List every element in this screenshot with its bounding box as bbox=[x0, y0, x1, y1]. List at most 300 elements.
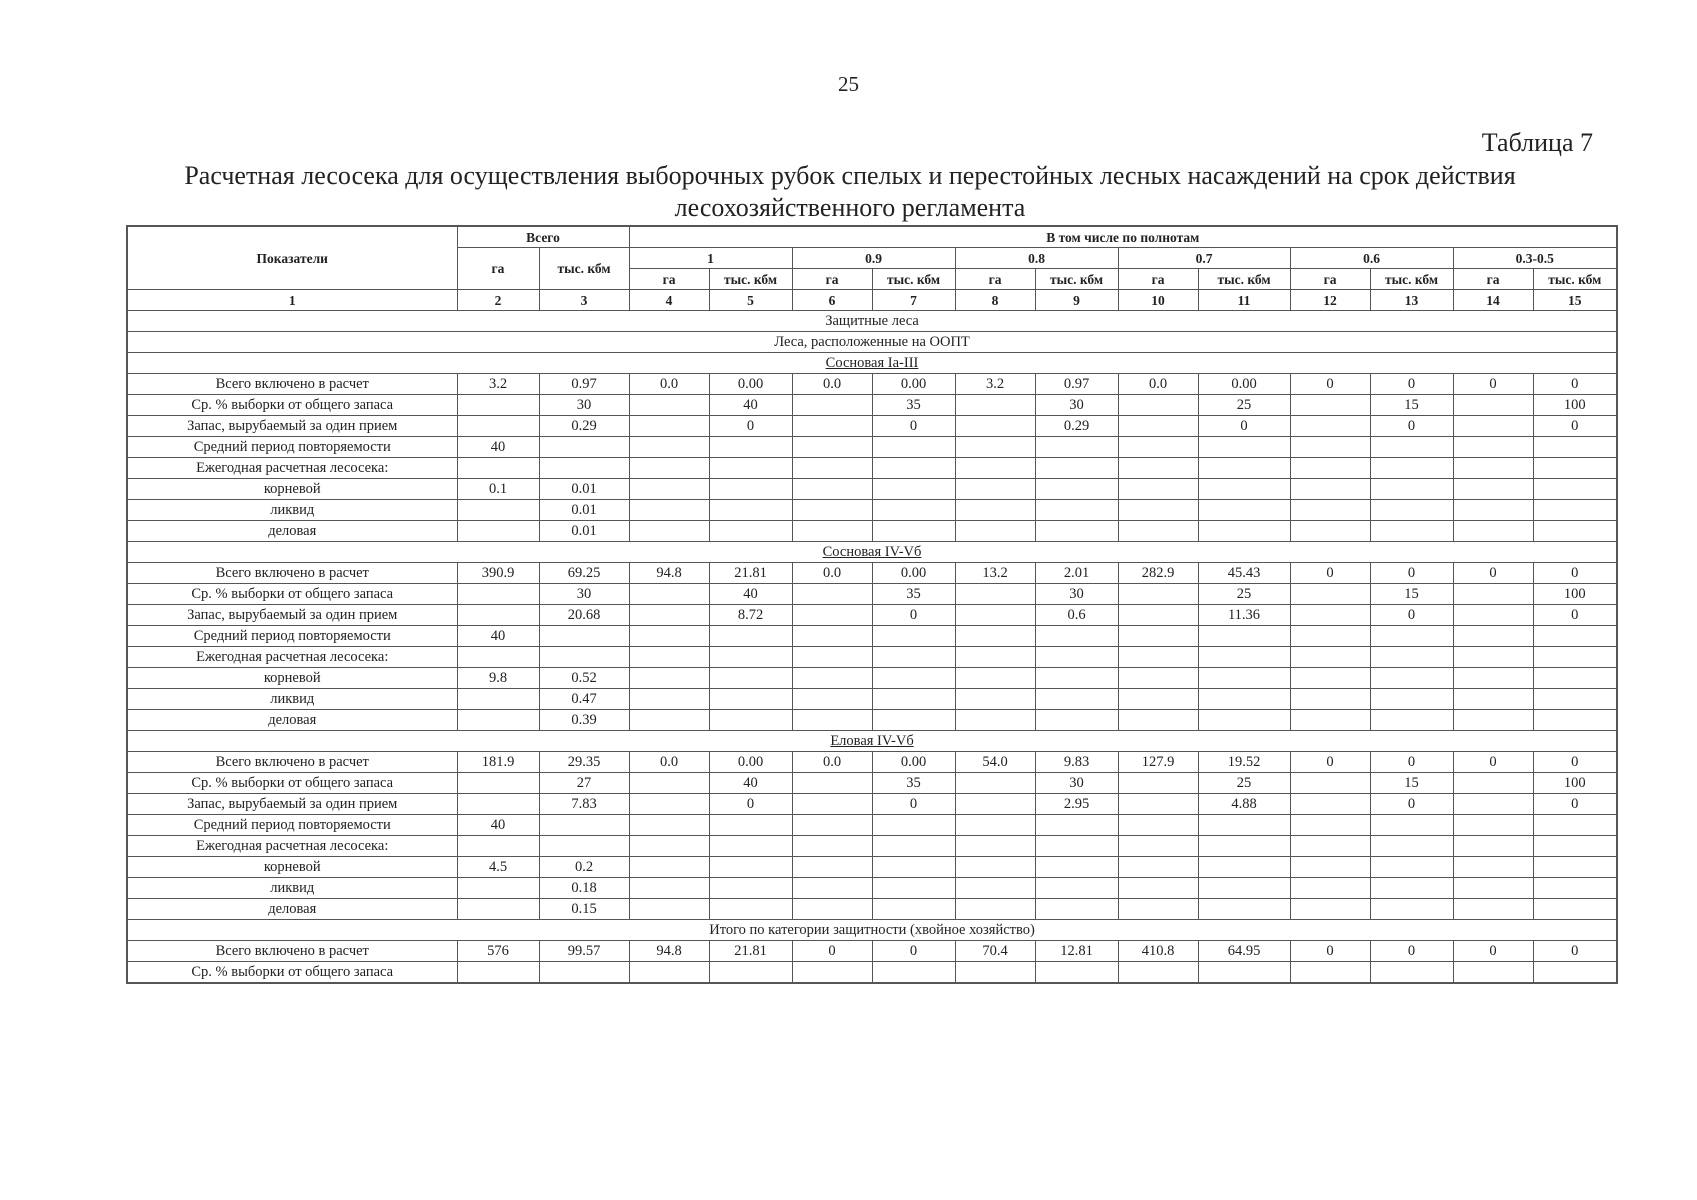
table-cell: 0.01 bbox=[539, 500, 629, 521]
table-cell: 0 bbox=[1453, 752, 1533, 773]
section-row bbox=[127, 920, 1617, 941]
table-cell bbox=[1035, 878, 1118, 899]
table-cell: 0.97 bbox=[539, 374, 629, 395]
table-cell bbox=[709, 626, 792, 647]
table-cell: 13.2 bbox=[955, 563, 1035, 584]
section-title: Защитные леса bbox=[825, 312, 919, 329]
table-cell: 29.35 bbox=[539, 752, 629, 773]
table-cell bbox=[1035, 689, 1118, 710]
table-cell bbox=[1118, 689, 1198, 710]
table-cell bbox=[792, 605, 872, 626]
table-cell bbox=[792, 962, 872, 984]
table-cell bbox=[1118, 668, 1198, 689]
row-label: ликвид bbox=[127, 689, 457, 710]
table-cell: 0.52 bbox=[539, 668, 629, 689]
table-cell bbox=[457, 395, 539, 416]
table-cell bbox=[1370, 668, 1453, 689]
table-cell: 0 bbox=[792, 941, 872, 962]
table-cell: 12.81 bbox=[1035, 941, 1118, 962]
column-number: 3 bbox=[539, 290, 629, 311]
table-cell bbox=[1290, 395, 1370, 416]
table-cell: 40 bbox=[709, 773, 792, 794]
table-cell bbox=[1370, 899, 1453, 920]
table-cell: 15 bbox=[1370, 584, 1453, 605]
row-label: Средний период повторяемости bbox=[127, 626, 457, 647]
table-cell bbox=[629, 857, 709, 878]
section-row bbox=[127, 353, 1617, 374]
table-row bbox=[127, 521, 1617, 542]
row-label: Всего включено в расчет bbox=[127, 563, 457, 584]
section-row bbox=[127, 731, 1617, 752]
row-label: Запас, вырубаемый за один прием bbox=[127, 794, 457, 815]
table-cell: 7.83 bbox=[539, 794, 629, 815]
header-ha: га bbox=[792, 269, 872, 290]
table-cell bbox=[1370, 479, 1453, 500]
column-number: 5 bbox=[709, 290, 792, 311]
table-cell: 35 bbox=[872, 773, 955, 794]
table-cell bbox=[1198, 899, 1290, 920]
table-cell bbox=[1533, 626, 1617, 647]
header-ha: га bbox=[1118, 269, 1198, 290]
header-ha: га bbox=[1290, 269, 1370, 290]
table-cell bbox=[1453, 836, 1533, 857]
table-cell: 0.0 bbox=[792, 752, 872, 773]
table-cell bbox=[792, 836, 872, 857]
table-cell bbox=[1370, 689, 1453, 710]
table-cell: 0 bbox=[872, 605, 955, 626]
table-cell bbox=[872, 815, 955, 836]
table-cell: 94.8 bbox=[629, 941, 709, 962]
table-row bbox=[127, 479, 1617, 500]
table-cell: 0 bbox=[1290, 563, 1370, 584]
table-cell bbox=[955, 395, 1035, 416]
table-cell: 8.72 bbox=[709, 605, 792, 626]
table-cell bbox=[1035, 815, 1118, 836]
table-cell: 25 bbox=[1198, 773, 1290, 794]
table-cell bbox=[792, 857, 872, 878]
table-cell bbox=[539, 626, 629, 647]
table-row bbox=[127, 626, 1617, 647]
table-cell bbox=[792, 500, 872, 521]
header-density-0-7: 0.7 bbox=[1118, 248, 1290, 269]
table-cell bbox=[539, 437, 629, 458]
table-row bbox=[127, 605, 1617, 626]
header-indicators: Показатели bbox=[127, 226, 457, 290]
table-cell bbox=[792, 479, 872, 500]
table-cell bbox=[1533, 458, 1617, 479]
table-cell bbox=[872, 437, 955, 458]
table-cell bbox=[709, 689, 792, 710]
row-label: деловая bbox=[127, 899, 457, 920]
table-cell bbox=[1118, 437, 1198, 458]
table-row bbox=[127, 941, 1617, 962]
table-cell bbox=[1453, 710, 1533, 731]
table-cell bbox=[872, 878, 955, 899]
table-cell bbox=[1035, 857, 1118, 878]
table-cell bbox=[1370, 500, 1453, 521]
table-cell bbox=[792, 668, 872, 689]
table-cell bbox=[1290, 521, 1370, 542]
section-title: Итого по категории защитности (хвойное хозяйство) bbox=[709, 921, 1035, 938]
column-number-row bbox=[127, 290, 1617, 311]
table-cell bbox=[709, 437, 792, 458]
table-cell: 0 bbox=[1370, 416, 1453, 437]
header-volume: тыс. кбм bbox=[872, 269, 955, 290]
row-label: Всего включено в расчет bbox=[127, 752, 457, 773]
table-cell: 0.0 bbox=[629, 374, 709, 395]
table-cell: 0.47 bbox=[539, 689, 629, 710]
section-row bbox=[127, 542, 1617, 563]
row-label: деловая bbox=[127, 521, 457, 542]
table-cell bbox=[457, 836, 539, 857]
table-cell bbox=[872, 626, 955, 647]
table-cell bbox=[1035, 458, 1118, 479]
header-density-1: 1 bbox=[629, 248, 792, 269]
table-cell: 21.81 bbox=[709, 563, 792, 584]
table-cell bbox=[1453, 689, 1533, 710]
table-cell: 30 bbox=[1035, 584, 1118, 605]
table-cell bbox=[1290, 836, 1370, 857]
table-cell bbox=[709, 668, 792, 689]
table-cell bbox=[629, 773, 709, 794]
table-header bbox=[127, 226, 1617, 311]
row-label: корневой bbox=[127, 668, 457, 689]
column-number: 1 bbox=[127, 290, 457, 311]
table-cell bbox=[1198, 815, 1290, 836]
table-cell bbox=[1370, 815, 1453, 836]
table-cell: 9.8 bbox=[457, 668, 539, 689]
table-cell bbox=[1118, 479, 1198, 500]
table-cell bbox=[457, 416, 539, 437]
table-cell: 0.6 bbox=[1035, 605, 1118, 626]
table-cell bbox=[955, 668, 1035, 689]
table-cell: 0 bbox=[1290, 374, 1370, 395]
table-cell: 0 bbox=[709, 416, 792, 437]
table-cell bbox=[1533, 962, 1617, 984]
table-cell bbox=[1118, 710, 1198, 731]
table-cell bbox=[1035, 500, 1118, 521]
table-cell bbox=[1453, 878, 1533, 899]
table-cell bbox=[1198, 521, 1290, 542]
table-cell bbox=[1290, 878, 1370, 899]
table-row bbox=[127, 437, 1617, 458]
table-cell bbox=[1533, 437, 1617, 458]
table-cell bbox=[709, 710, 792, 731]
table-cell: 0 bbox=[1453, 563, 1533, 584]
row-label: Ежегодная расчетная лесосека: bbox=[127, 836, 457, 857]
table-cell bbox=[1118, 773, 1198, 794]
table-cell bbox=[1453, 962, 1533, 984]
table-cell bbox=[1290, 458, 1370, 479]
table-row bbox=[127, 794, 1617, 815]
table-cell: 0 bbox=[1533, 563, 1617, 584]
table-cell bbox=[792, 437, 872, 458]
table-cell: 4.5 bbox=[457, 857, 539, 878]
table-cell: 25 bbox=[1198, 584, 1290, 605]
table-cell bbox=[955, 479, 1035, 500]
column-number: 15 bbox=[1533, 290, 1617, 311]
table-cell: 0.0 bbox=[1118, 374, 1198, 395]
row-label: деловая bbox=[127, 710, 457, 731]
table-cell bbox=[1290, 479, 1370, 500]
row-label: ликвид bbox=[127, 878, 457, 899]
table-cell bbox=[1370, 710, 1453, 731]
table-cell: 0.18 bbox=[539, 878, 629, 899]
table-cell bbox=[1118, 521, 1198, 542]
table-cell: 100 bbox=[1533, 584, 1617, 605]
table-cell bbox=[1370, 836, 1453, 857]
table-cell bbox=[1035, 437, 1118, 458]
table-cell bbox=[1290, 899, 1370, 920]
table-cell bbox=[539, 836, 629, 857]
table-cell bbox=[1453, 647, 1533, 668]
table-cell bbox=[1453, 479, 1533, 500]
table-cell bbox=[1453, 626, 1533, 647]
table-cell bbox=[792, 815, 872, 836]
table-cell: 0 bbox=[1533, 794, 1617, 815]
table-cell: 0.01 bbox=[539, 521, 629, 542]
table-cell bbox=[1370, 878, 1453, 899]
table-cell bbox=[629, 416, 709, 437]
row-label: Ср. % выборки от общего запаса bbox=[127, 584, 457, 605]
table-cell bbox=[792, 626, 872, 647]
table-cell: 0 bbox=[1370, 563, 1453, 584]
table-cell bbox=[1198, 500, 1290, 521]
table-cell bbox=[792, 773, 872, 794]
table-cell bbox=[1290, 773, 1370, 794]
table-cell bbox=[1290, 416, 1370, 437]
table-row bbox=[127, 668, 1617, 689]
table-cell bbox=[1290, 500, 1370, 521]
section-cell bbox=[127, 542, 1617, 563]
table-cell bbox=[1035, 626, 1118, 647]
table-cell bbox=[457, 962, 539, 984]
table-cell bbox=[955, 815, 1035, 836]
table-cell: 0.0 bbox=[629, 752, 709, 773]
section-cell bbox=[127, 353, 1617, 374]
table-cell bbox=[1118, 500, 1198, 521]
row-label: Средний период повторяемости bbox=[127, 437, 457, 458]
table-cell: 0 bbox=[709, 794, 792, 815]
table-cell: 576 bbox=[457, 941, 539, 962]
header-volume: тыс. кбм bbox=[1198, 269, 1290, 290]
table-cell bbox=[872, 668, 955, 689]
table-cell bbox=[1118, 605, 1198, 626]
table-cell bbox=[629, 626, 709, 647]
table-row bbox=[127, 815, 1617, 836]
column-number: 13 bbox=[1370, 290, 1453, 311]
table-cell bbox=[1453, 458, 1533, 479]
table-row bbox=[127, 584, 1617, 605]
table-cell bbox=[872, 836, 955, 857]
table-cell: 0.1 bbox=[457, 479, 539, 500]
table-cell bbox=[1118, 584, 1198, 605]
table-cell bbox=[709, 962, 792, 984]
column-number: 4 bbox=[629, 290, 709, 311]
table-cell bbox=[1533, 521, 1617, 542]
table-cell bbox=[1453, 395, 1533, 416]
table-cell bbox=[629, 458, 709, 479]
table-cell bbox=[1118, 647, 1198, 668]
table-cell bbox=[457, 794, 539, 815]
table-cell bbox=[872, 962, 955, 984]
table-cell bbox=[1198, 437, 1290, 458]
table-cell bbox=[1290, 857, 1370, 878]
row-label: Всего включено в расчет bbox=[127, 941, 457, 962]
table-cell: 94.8 bbox=[629, 563, 709, 584]
row-label: Всего включено в расчет bbox=[127, 374, 457, 395]
table-cell: 0 bbox=[872, 416, 955, 437]
table-cell bbox=[457, 584, 539, 605]
table-cell: 0 bbox=[1370, 941, 1453, 962]
section-title: Сосновая IV-Vб bbox=[822, 543, 922, 560]
table-cell: 181.9 bbox=[457, 752, 539, 773]
table-cell bbox=[629, 479, 709, 500]
table-cell: 0 bbox=[1198, 416, 1290, 437]
table-cell: 40 bbox=[709, 584, 792, 605]
table-cell bbox=[792, 647, 872, 668]
table-row bbox=[127, 395, 1617, 416]
table-cell: 0.00 bbox=[709, 752, 792, 773]
header-total-ha: га bbox=[457, 248, 539, 290]
table-cell: 0 bbox=[1453, 941, 1533, 962]
table-cell bbox=[1533, 836, 1617, 857]
table-cell bbox=[1453, 584, 1533, 605]
table-cell bbox=[1118, 899, 1198, 920]
table-cell bbox=[955, 584, 1035, 605]
header-density-0-3-0-5: 0.3-0.5 bbox=[1453, 248, 1617, 269]
row-label: Ежегодная расчетная лесосека: bbox=[127, 458, 457, 479]
table-cell bbox=[1533, 479, 1617, 500]
table-cell bbox=[955, 689, 1035, 710]
table-cell bbox=[629, 710, 709, 731]
table-cell bbox=[1290, 605, 1370, 626]
table-cell bbox=[539, 962, 629, 984]
table-cell: 0.01 bbox=[539, 479, 629, 500]
table-cell bbox=[1118, 395, 1198, 416]
header-total: Всего bbox=[457, 226, 629, 248]
table-cell bbox=[1290, 584, 1370, 605]
table-cell bbox=[1198, 962, 1290, 984]
table-cell: 54.0 bbox=[955, 752, 1035, 773]
table-row bbox=[127, 458, 1617, 479]
table-cell bbox=[1533, 689, 1617, 710]
table-cell bbox=[1290, 647, 1370, 668]
header-density-0-6: 0.6 bbox=[1290, 248, 1453, 269]
table-cell: 100 bbox=[1533, 773, 1617, 794]
column-number: 14 bbox=[1453, 290, 1533, 311]
table-cell bbox=[1035, 668, 1118, 689]
table-cell: 0 bbox=[1533, 605, 1617, 626]
table-cell bbox=[1533, 710, 1617, 731]
table-row bbox=[127, 773, 1617, 794]
table-cell: 40 bbox=[457, 626, 539, 647]
table-cell: 30 bbox=[539, 584, 629, 605]
table-cell: 45.43 bbox=[1198, 563, 1290, 584]
table-cell bbox=[1118, 815, 1198, 836]
table-cell bbox=[955, 521, 1035, 542]
table-label: Таблица 7 bbox=[1481, 128, 1593, 157]
table-cell bbox=[629, 437, 709, 458]
row-label: Запас, вырубаемый за один прием bbox=[127, 605, 457, 626]
table-cell: 30 bbox=[539, 395, 629, 416]
table-cell: 30 bbox=[1035, 395, 1118, 416]
table-cell bbox=[1118, 794, 1198, 815]
table-cell bbox=[955, 710, 1035, 731]
table-cell bbox=[629, 899, 709, 920]
table-cell: 11.36 bbox=[1198, 605, 1290, 626]
table-cell bbox=[539, 815, 629, 836]
table-cell bbox=[1453, 815, 1533, 836]
table-cell bbox=[1035, 647, 1118, 668]
table-cell bbox=[1370, 521, 1453, 542]
table-cell bbox=[1453, 416, 1533, 437]
table-cell bbox=[1118, 857, 1198, 878]
row-label: корневой bbox=[127, 479, 457, 500]
section-title: Еловая IV-Vб bbox=[830, 732, 914, 749]
table-cell bbox=[1198, 836, 1290, 857]
table-cell bbox=[457, 899, 539, 920]
table-cell bbox=[1198, 668, 1290, 689]
table-body bbox=[127, 311, 1617, 984]
table-cell: 0.2 bbox=[539, 857, 629, 878]
table-cell bbox=[1035, 962, 1118, 984]
table-cell bbox=[1533, 899, 1617, 920]
table-cell: 40 bbox=[709, 395, 792, 416]
table-cell: 0 bbox=[1533, 752, 1617, 773]
column-number: 11 bbox=[1198, 290, 1290, 311]
table-cell: 0 bbox=[1370, 374, 1453, 395]
table-cell: 99.57 bbox=[539, 941, 629, 962]
table-cell bbox=[1290, 689, 1370, 710]
table-cell bbox=[1118, 626, 1198, 647]
table-cell: 0 bbox=[1370, 752, 1453, 773]
table-cell bbox=[709, 878, 792, 899]
table-cell: 0 bbox=[1533, 941, 1617, 962]
table-cell: 410.8 bbox=[1118, 941, 1198, 962]
table-row bbox=[127, 647, 1617, 668]
table-cell bbox=[1370, 962, 1453, 984]
table-cell bbox=[792, 899, 872, 920]
row-label: корневой bbox=[127, 857, 457, 878]
table-row bbox=[127, 857, 1617, 878]
table-cell bbox=[629, 962, 709, 984]
table-cell: 127.9 bbox=[1118, 752, 1198, 773]
table-cell bbox=[1198, 647, 1290, 668]
section-cell bbox=[127, 731, 1617, 752]
table-cell bbox=[629, 668, 709, 689]
table-cell bbox=[1370, 437, 1453, 458]
table-row bbox=[127, 752, 1617, 773]
table-cell bbox=[792, 794, 872, 815]
table-cell: 0 bbox=[1370, 794, 1453, 815]
table-cell bbox=[709, 521, 792, 542]
section-title: Леса, расположенные на ООПТ bbox=[774, 333, 970, 350]
table-cell bbox=[955, 836, 1035, 857]
table-row bbox=[127, 689, 1617, 710]
row-label: Ср. % выборки от общего запаса bbox=[127, 962, 457, 984]
row-label: Средний период повторяемости bbox=[127, 815, 457, 836]
table-cell bbox=[629, 647, 709, 668]
table-cell bbox=[709, 479, 792, 500]
table-cell bbox=[955, 605, 1035, 626]
table-cell bbox=[457, 710, 539, 731]
table-cell bbox=[1370, 857, 1453, 878]
table-cell bbox=[457, 605, 539, 626]
table-cell bbox=[1453, 605, 1533, 626]
table-cell bbox=[1290, 815, 1370, 836]
header-ha: га bbox=[629, 269, 709, 290]
